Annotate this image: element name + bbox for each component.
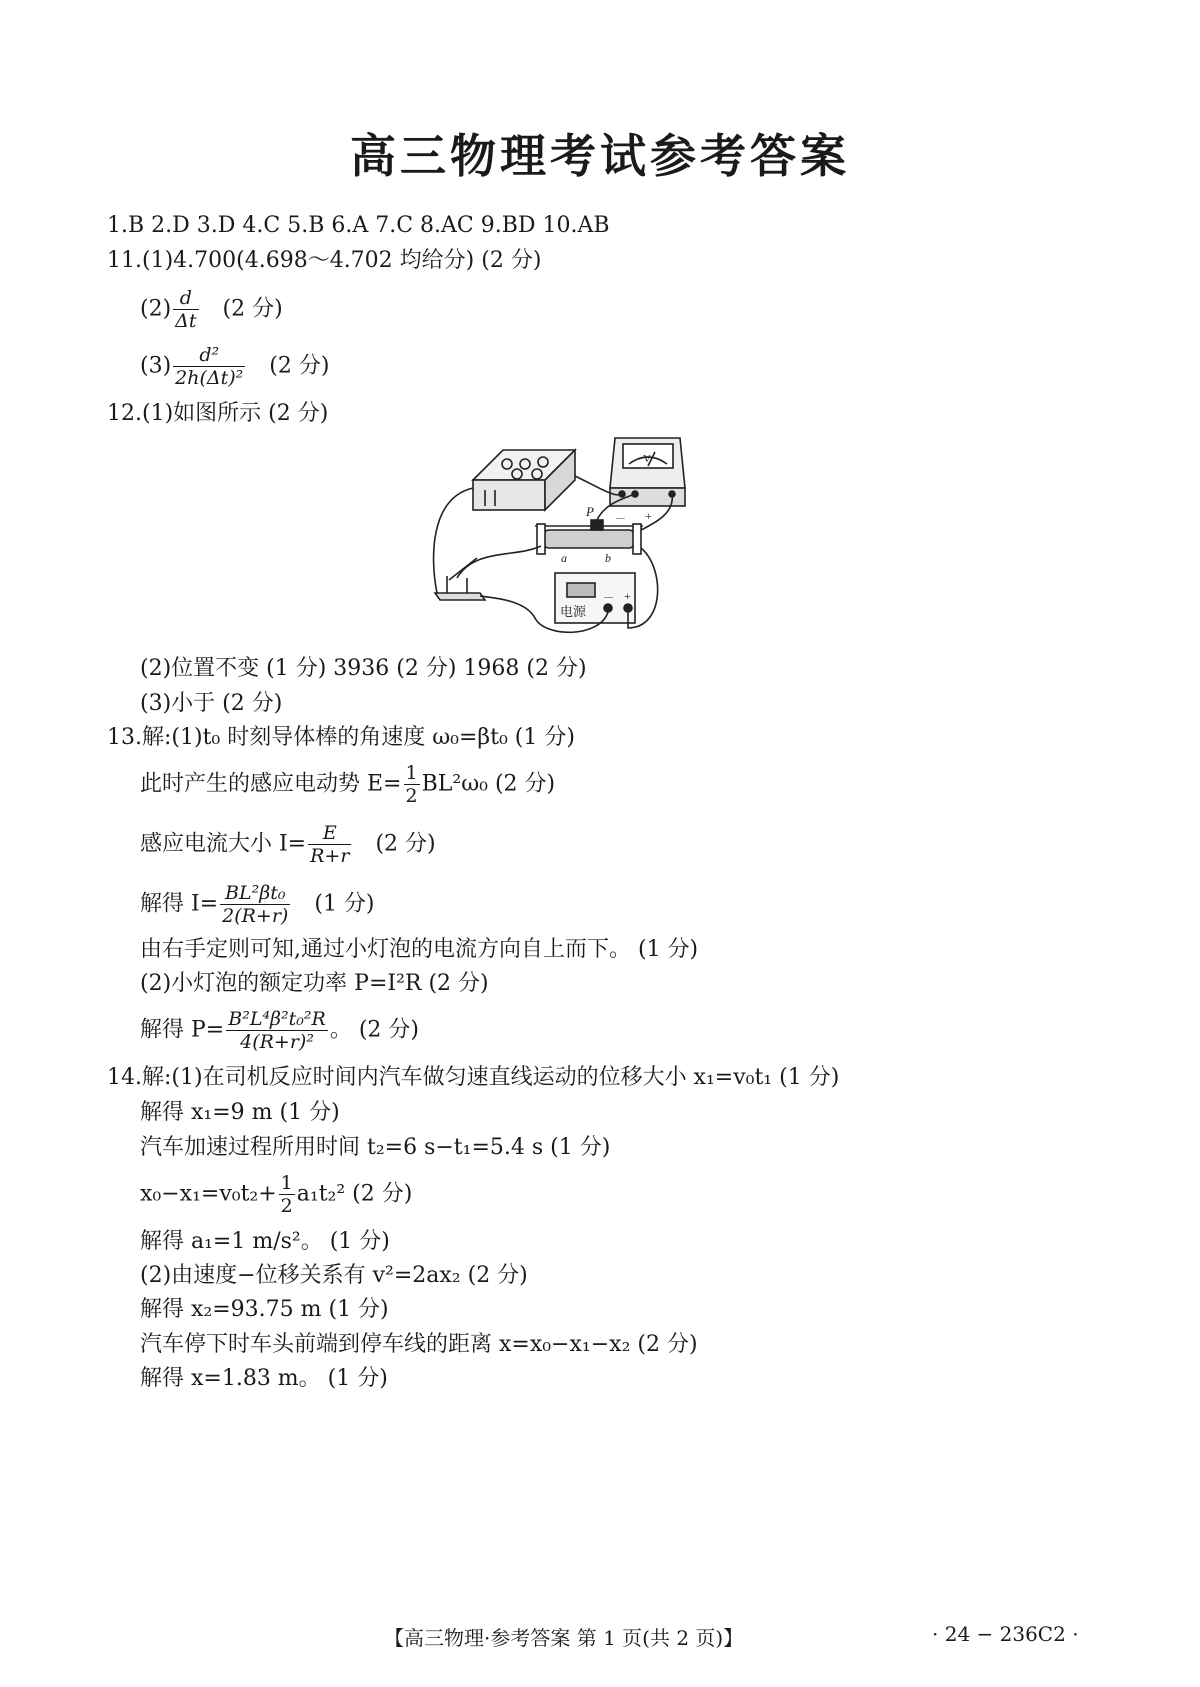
q14-line5: 解得 a₁=1 m/s²。 (1 分)	[140, 1229, 390, 1254]
q13-line5: 由右手定则可知,通过小灯泡的电流方向自上而下。 (1 分)	[140, 937, 699, 962]
q11-part3	[140, 344, 329, 389]
multiple-choice-answers: 1.B 2.D 3.D 4.C 5.B 6.A 7.C 8.AC 9.BD 10.AB	[107, 213, 610, 238]
voltmeter-label: V	[643, 453, 651, 465]
q14-line4	[140, 1172, 412, 1217]
fraction-numerator: 1	[405, 762, 418, 784]
q13-l4-pre: 解得 I=	[140, 891, 219, 917]
fraction-denominator: 4(R+r)²	[240, 1031, 314, 1053]
q11-part1: 11.(1)4.700(4.698～4.702 均给分) (2 分)	[107, 248, 542, 273]
q11-p2-fraction	[173, 287, 198, 332]
fraction-numerator: d²	[173, 344, 245, 367]
q13-line2	[140, 762, 555, 807]
rheostat	[543, 530, 635, 548]
q13-l7-pre: 解得 P=	[140, 1017, 225, 1043]
fraction-denominator: 2h(Δt)²	[175, 367, 244, 389]
terminal-a-label: a	[561, 551, 567, 565]
fraction-denominator: 2(R+r)	[222, 905, 289, 927]
meter-minus: －	[615, 513, 626, 525]
q11-p2-label: (2)	[140, 296, 172, 322]
q12-part3: (3)小于 (2 分)	[140, 691, 283, 716]
footer-code: · 24 − 236C2 ·	[932, 1622, 1079, 1646]
q14-line3: 汽车加速过程所用时间 t₂=6 s−t₁=5.4 s (1 分)	[140, 1135, 611, 1160]
q13-line7	[140, 1008, 419, 1053]
power-minus: －	[603, 592, 614, 604]
score: (2 分)	[222, 296, 283, 322]
q14-l4-pre: x₀−x₁=v₀t₂+	[140, 1181, 277, 1207]
q13-line4	[140, 882, 375, 927]
q13-l7-post: 。 (2 分)	[329, 1017, 419, 1043]
q11-p3-label: (3)	[140, 353, 172, 379]
switch	[435, 593, 485, 600]
fraction-denominator: R+r	[310, 845, 350, 867]
q14-line2: 解得 x₁=9 m (1 分)	[140, 1100, 340, 1125]
fraction-numerator: E	[308, 822, 351, 845]
fraction	[220, 882, 290, 927]
fraction	[404, 762, 420, 807]
fraction	[226, 1008, 328, 1053]
meter-plus: +	[645, 509, 652, 523]
terminal-b-label: b	[605, 551, 611, 565]
score: (2 分)	[375, 831, 436, 857]
circuit-diagram	[425, 428, 695, 648]
fraction-numerator: d	[173, 287, 198, 310]
q13-line6: (2)小灯泡的额定功率 P=I²R (2 分)	[140, 971, 489, 996]
q13-l2-post: BL²ω₀ (2 分)	[421, 771, 556, 797]
q14-line9: 解得 x=1.83 m。 (1 分)	[140, 1366, 388, 1391]
q14-line7: 解得 x₂=93.75 m (1 分)	[140, 1297, 389, 1322]
q12-part2: (2)位置不变 (1 分) 3936 (2 分) 1968 (2 分)	[140, 656, 587, 681]
q13-line1: 13.解:(1)t₀ 时刻导体棒的角速度 ω₀=βt₀ (1 分)	[107, 725, 575, 750]
q14-line1: 14.解:(1)在司机反应时间内汽车做匀速直线运动的位移大小 x₁=v₀t₁ (1 分)	[107, 1065, 840, 1090]
score: (1 分)	[314, 891, 375, 917]
q11-part2	[140, 287, 283, 332]
fraction	[279, 1172, 295, 1217]
q13-l2-pre: 此时产生的感应电动势 E=	[140, 771, 402, 797]
fraction-denominator: 2	[405, 785, 418, 807]
q14-line6: (2)由速度−位移关系有 v²=2ax₂ (2 分)	[140, 1263, 528, 1288]
fraction-numerator: B²L⁴β²t₀²R	[228, 1008, 326, 1030]
q13-line3	[140, 822, 436, 867]
fraction-numerator: BL²βt₀	[220, 882, 290, 905]
footer-page-info: 【高三物理·参考答案 第 1 页(共 2 页)】	[384, 1626, 744, 1650]
fraction	[308, 822, 351, 867]
fraction-denominator: 2	[280, 1195, 293, 1217]
page-title: 高三物理考试参考答案	[350, 129, 850, 183]
slider-label: P	[586, 504, 594, 519]
q13-l3-pre: 感应电流大小 I=	[140, 831, 307, 857]
q11-p3-fraction	[173, 344, 245, 389]
q12-part1: 12.(1)如图所示 (2 分)	[107, 401, 329, 426]
q14-line8: 汽车停下时车头前端到停车线的距离 x=x₀−x₁−x₂ (2 分)	[140, 1332, 698, 1357]
power-plus: +	[624, 589, 631, 603]
q14-l4-post: a₁t₂² (2 分)	[296, 1181, 413, 1207]
fraction-denominator: Δt	[175, 310, 197, 332]
power-label: 电源	[560, 604, 587, 619]
score: (2 分)	[269, 353, 330, 379]
fraction-numerator: 1	[280, 1172, 293, 1194]
